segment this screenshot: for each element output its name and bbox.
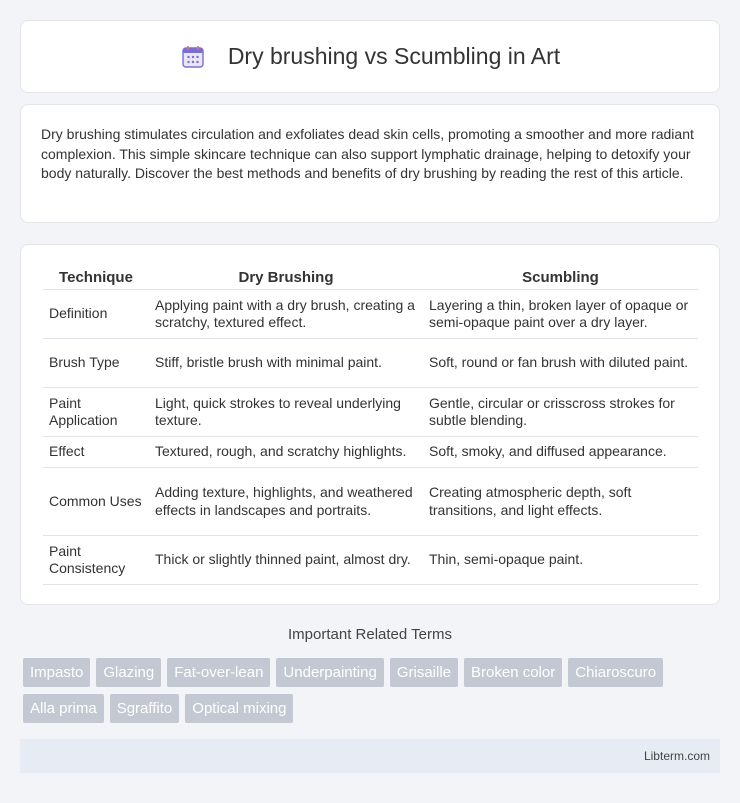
tag-broken-color[interactable]: Broken color xyxy=(464,658,562,687)
scumbling-cell: Thin, semi-opaque paint. xyxy=(423,536,698,585)
scumbling-cell: Soft, smoky, and diffused appearance. xyxy=(423,437,698,468)
related-terms-list xyxy=(23,658,723,730)
tag-sgraffito[interactable]: Sgraffito xyxy=(110,694,180,723)
header-dry-brushing: Dry Brushing xyxy=(149,265,423,290)
calendar-icon xyxy=(180,44,206,70)
table-row xyxy=(43,339,698,388)
dry-brushing-cell: Applying paint with a dry brush, creating a scratchy, textured effect. xyxy=(149,290,423,339)
footer xyxy=(20,739,720,773)
tag-grisaille[interactable]: Grisaille xyxy=(390,658,458,687)
comparison-table xyxy=(43,265,698,585)
dry-brushing-cell: Thick or slightly thinned paint, almost dry. xyxy=(149,536,423,585)
tag-underpainting[interactable]: Underpainting xyxy=(276,658,383,687)
dry-brushing-cell: Textured, rough, and scratchy highlights. xyxy=(149,437,423,468)
row-label: Effect xyxy=(43,437,149,468)
table-row xyxy=(43,437,698,468)
row-label: Common Uses xyxy=(43,468,149,536)
row-label: Brush Type xyxy=(43,339,149,388)
scumbling-cell: Gentle, circular or crisscross strokes for subtle blending. xyxy=(423,388,698,437)
intro-card xyxy=(20,104,720,223)
tag-alla-prima[interactable]: Alla prima xyxy=(23,694,104,723)
intro-text: Dry brushing stimulates circulation and exfoliates dead skin cells, promoting a smoother and more radiant complexion. This simple skincare technique can also support lymphatic drainage, helping to detoxify your body naturally. Discover the best methods and benefits of dry brushing by reading the rest of this article. xyxy=(41,126,694,181)
related-terms-heading: Important Related Terms xyxy=(288,626,452,643)
dry-brushing-cell: Stiff, bristle brush with minimal paint. xyxy=(149,339,423,388)
tag-chiaroscuro[interactable]: Chiaroscuro xyxy=(568,658,663,687)
tag-glazing[interactable]: Glazing xyxy=(96,658,161,687)
header-technique: Technique xyxy=(43,265,149,290)
footer-site-link[interactable]: Libterm.com xyxy=(643,749,710,763)
page-title: Dry brushing vs Scumbling in Art xyxy=(227,43,561,69)
tag-impasto[interactable]: Impasto xyxy=(23,658,90,687)
scumbling-cell: Creating atmospheric depth, soft transitions, and light effects. xyxy=(423,468,698,536)
comparison-card xyxy=(20,244,720,605)
scumbling-cell: Layering a thin, broken layer of opaque or semi-opaque paint over a dry layer. xyxy=(423,290,698,339)
table-header-row xyxy=(43,265,698,290)
table-row xyxy=(43,536,698,585)
tag-fat-over-lean[interactable]: Fat-over-lean xyxy=(167,658,270,687)
header-scumbling: Scumbling xyxy=(423,265,698,290)
tag-optical-mixing[interactable]: Optical mixing xyxy=(185,694,293,723)
dry-brushing-cell: Light, quick strokes to reveal underlying texture. xyxy=(149,388,423,437)
table-row xyxy=(43,388,698,437)
row-label: Paint Consistency xyxy=(43,536,149,585)
table-row xyxy=(43,468,698,536)
title-card xyxy=(20,20,720,93)
row-label: Paint Application xyxy=(43,388,149,437)
dry-brushing-cell: Adding texture, highlights, and weathered effects in landscapes and portraits. xyxy=(149,468,423,536)
scumbling-cell: Soft, round or fan brush with diluted paint. xyxy=(423,339,698,388)
row-label: Definition xyxy=(43,290,149,339)
table-row xyxy=(43,290,698,339)
